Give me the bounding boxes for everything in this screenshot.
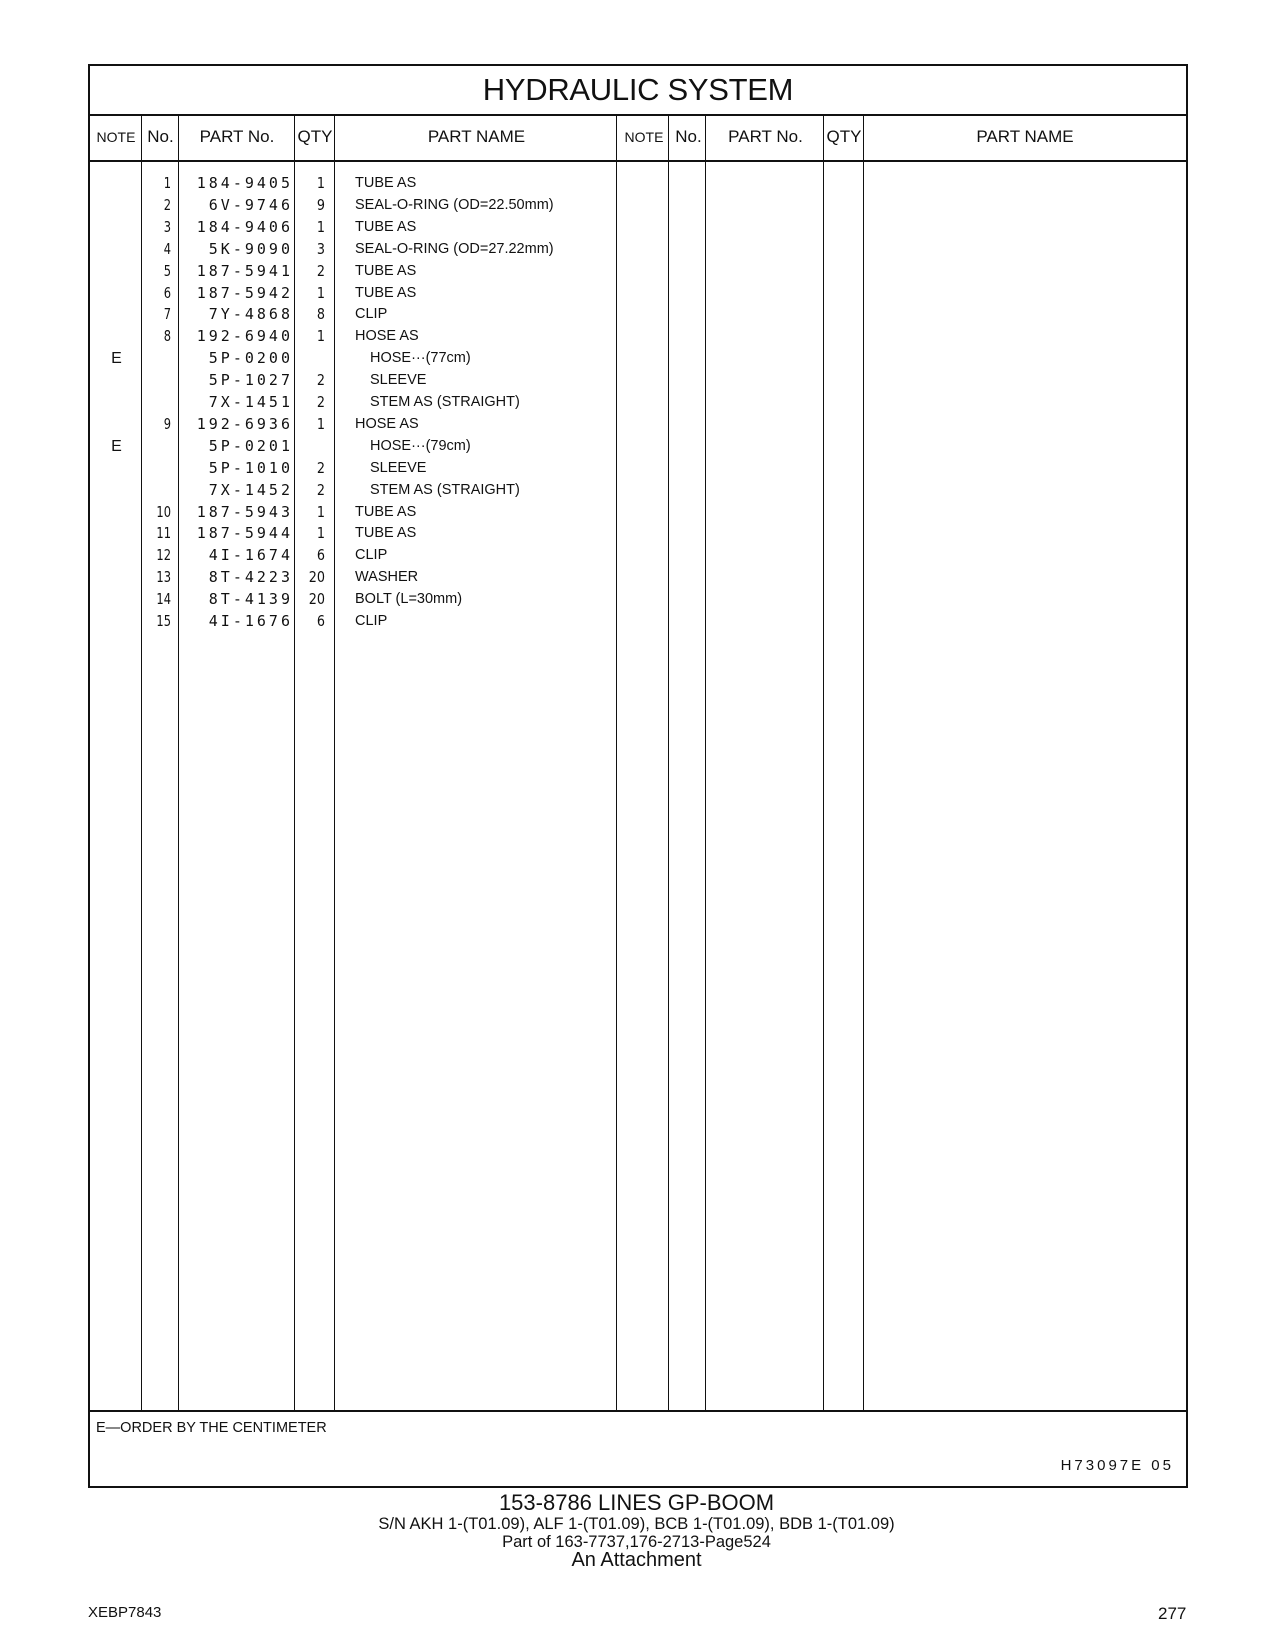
table-row [90,566,650,589]
table-row [90,413,650,436]
row-item-number: 8 [163,327,171,346]
row-item-number: 9 [163,414,171,433]
row-part-name: TUBE AS [355,503,417,520]
table-row [90,588,650,611]
row-part-number: 187-5942 [196,283,293,302]
row-part-number: 187-5941 [196,261,293,280]
row-item-number: 1 [163,174,171,192]
caption-part-of: Part of 163-7737,176-2713-Page524 [502,1533,771,1551]
header-qty-left: QTY [297,127,333,146]
row-quantity: 8 [316,305,325,324]
row-part-name: CLIP [355,547,388,564]
row-part-number: 7X-1451 [208,393,293,411]
section-title: HYDRAULIC SYSTEM [90,66,1186,116]
parts-list [90,162,1186,1410]
row-item-number: 11 [156,524,171,543]
row-part-number: 4I-1676 [208,612,293,630]
document-id: XEBP7843 [88,1604,162,1621]
row-part-number: 8T-4223 [208,568,293,587]
header-part-name-left: PART NAME [427,127,526,146]
row-quantity: 9 [316,195,325,214]
row-part-name: CLIP [355,306,388,323]
table-row [90,216,650,239]
row-part-name: HOSE···(79cm) [370,437,471,454]
row-part-number: 187-5944 [196,524,293,543]
row-part-name: HOSE AS [355,415,419,432]
row-part-name: TUBE AS [355,218,417,235]
header-no-left: No. [147,127,174,146]
row-part-name: TUBE AS [355,262,417,279]
caption-attachment: An Attachment [571,1549,702,1571]
row-note: E [111,437,122,455]
row-part-number: 184-9405 [196,174,293,192]
table-row [90,282,650,305]
header-qty-right: QTY [826,127,862,146]
row-part-number: 192-6936 [196,414,293,433]
row-part-number: 5P-0201 [208,436,293,455]
row-item-number: 3 [163,217,171,236]
row-part-name: SLEEVE [370,372,427,389]
header-no-right: No. [675,127,702,146]
drawing-code: H73097E 05 [1060,1457,1174,1474]
page-number: 277 [1158,1604,1187,1623]
table-row [90,501,650,524]
row-part-name: CLIP [355,613,388,629]
table-row [90,303,650,326]
row-part-name: WASHER [355,569,419,586]
header-part-no-right: PART No. [728,127,803,146]
row-item-number: 14 [156,590,171,609]
header-note-left: NOTE [96,129,136,145]
row-item-number: 6 [163,283,171,302]
row-quantity: 1 [316,502,325,521]
row-part-name: SEAL-O-RING (OD=27.22mm) [355,240,554,257]
table-row [90,238,650,261]
row-quantity: 3 [316,239,325,258]
row-quantity: 1 [316,524,325,543]
row-quantity: 6 [316,612,325,630]
row-part-number: 187-5943 [196,502,293,521]
row-item-number: 4 [163,239,171,258]
row-quantity: 2 [316,371,325,390]
row-part-name: SLEEVE [370,459,427,476]
row-item-number: 5 [163,261,171,280]
row-item-number: 10 [156,502,171,521]
row-quantity: 2 [316,261,325,280]
table-row [90,544,650,567]
table-row [90,347,650,370]
row-part-name: SEAL-O-RING (OD=22.50mm) [355,196,554,213]
row-part-number: 5P-1010 [208,458,293,477]
row-quantity: 2 [316,393,325,411]
row-quantity: 1 [316,174,325,192]
row-quantity: 2 [316,458,325,477]
header-note-right: NOTE [624,129,664,145]
parts-table-frame [88,64,1188,1488]
row-part-number: 5K-9090 [208,239,293,258]
row-item-number: 12 [156,546,171,565]
row-quantity: 20 [308,590,325,609]
row-part-number: 184-9406 [196,217,293,236]
row-part-number: 7Y-4868 [208,305,293,324]
row-part-name: TUBE AS [355,175,417,191]
row-part-number: 192-6940 [196,327,293,346]
row-part-number: 5P-1027 [208,371,293,390]
header-part-no-left: PART No. [199,127,275,146]
row-quantity: 1 [316,414,325,433]
footnote: E—ORDER BY THE CENTIMETER [96,1420,327,1436]
table-row [90,194,650,217]
row-note: E [111,350,122,368]
row-part-number: 4I-1674 [208,546,293,565]
row-part-name: STEM AS (STRAIGHT) [370,481,520,498]
table-row [90,435,650,458]
table-row [90,610,650,633]
table-row [90,391,650,414]
row-part-name: TUBE AS [355,284,417,301]
row-item-number: 13 [156,568,171,587]
caption-serials: S/N AKH 1-(T01.09), ALF 1-(T01.09), BCB 1-(T01.09), BDB 1-(T01.09) [378,1515,895,1533]
row-part-name: HOSE AS [355,328,419,345]
row-part-name: BOLT (L=30mm) [355,591,463,608]
row-part-number: 5P-0200 [208,349,293,368]
row-quantity: 6 [316,546,325,565]
table-row [90,260,650,283]
table-row [90,522,650,545]
row-part-name: STEM AS (STRAIGHT) [370,394,520,410]
row-part-name: TUBE AS [355,525,417,542]
row-item-number: 15 [156,612,171,630]
row-quantity: 1 [316,217,325,236]
caption-title: 153-8786 LINES GP-BOOM [498,1490,775,1515]
row-quantity: 20 [308,568,325,587]
row-part-number: 6V-9746 [208,195,293,214]
table-row [90,479,650,502]
header-part-name-right: PART NAME [976,127,1074,146]
footer-divider [90,1410,1186,1412]
table-row [90,325,650,348]
row-item-number: 2 [163,195,171,214]
row-quantity: 2 [316,480,325,499]
row-quantity: 1 [316,327,325,346]
row-part-name: HOSE···(77cm) [370,350,471,367]
row-item-number: 7 [163,305,171,324]
table-header [90,114,1186,162]
table-row [90,172,650,195]
row-part-number: 8T-4139 [208,590,293,609]
table-row [90,457,650,480]
row-part-number: 7X-1452 [208,480,293,499]
table-row [90,369,650,392]
row-quantity: 1 [316,283,325,302]
